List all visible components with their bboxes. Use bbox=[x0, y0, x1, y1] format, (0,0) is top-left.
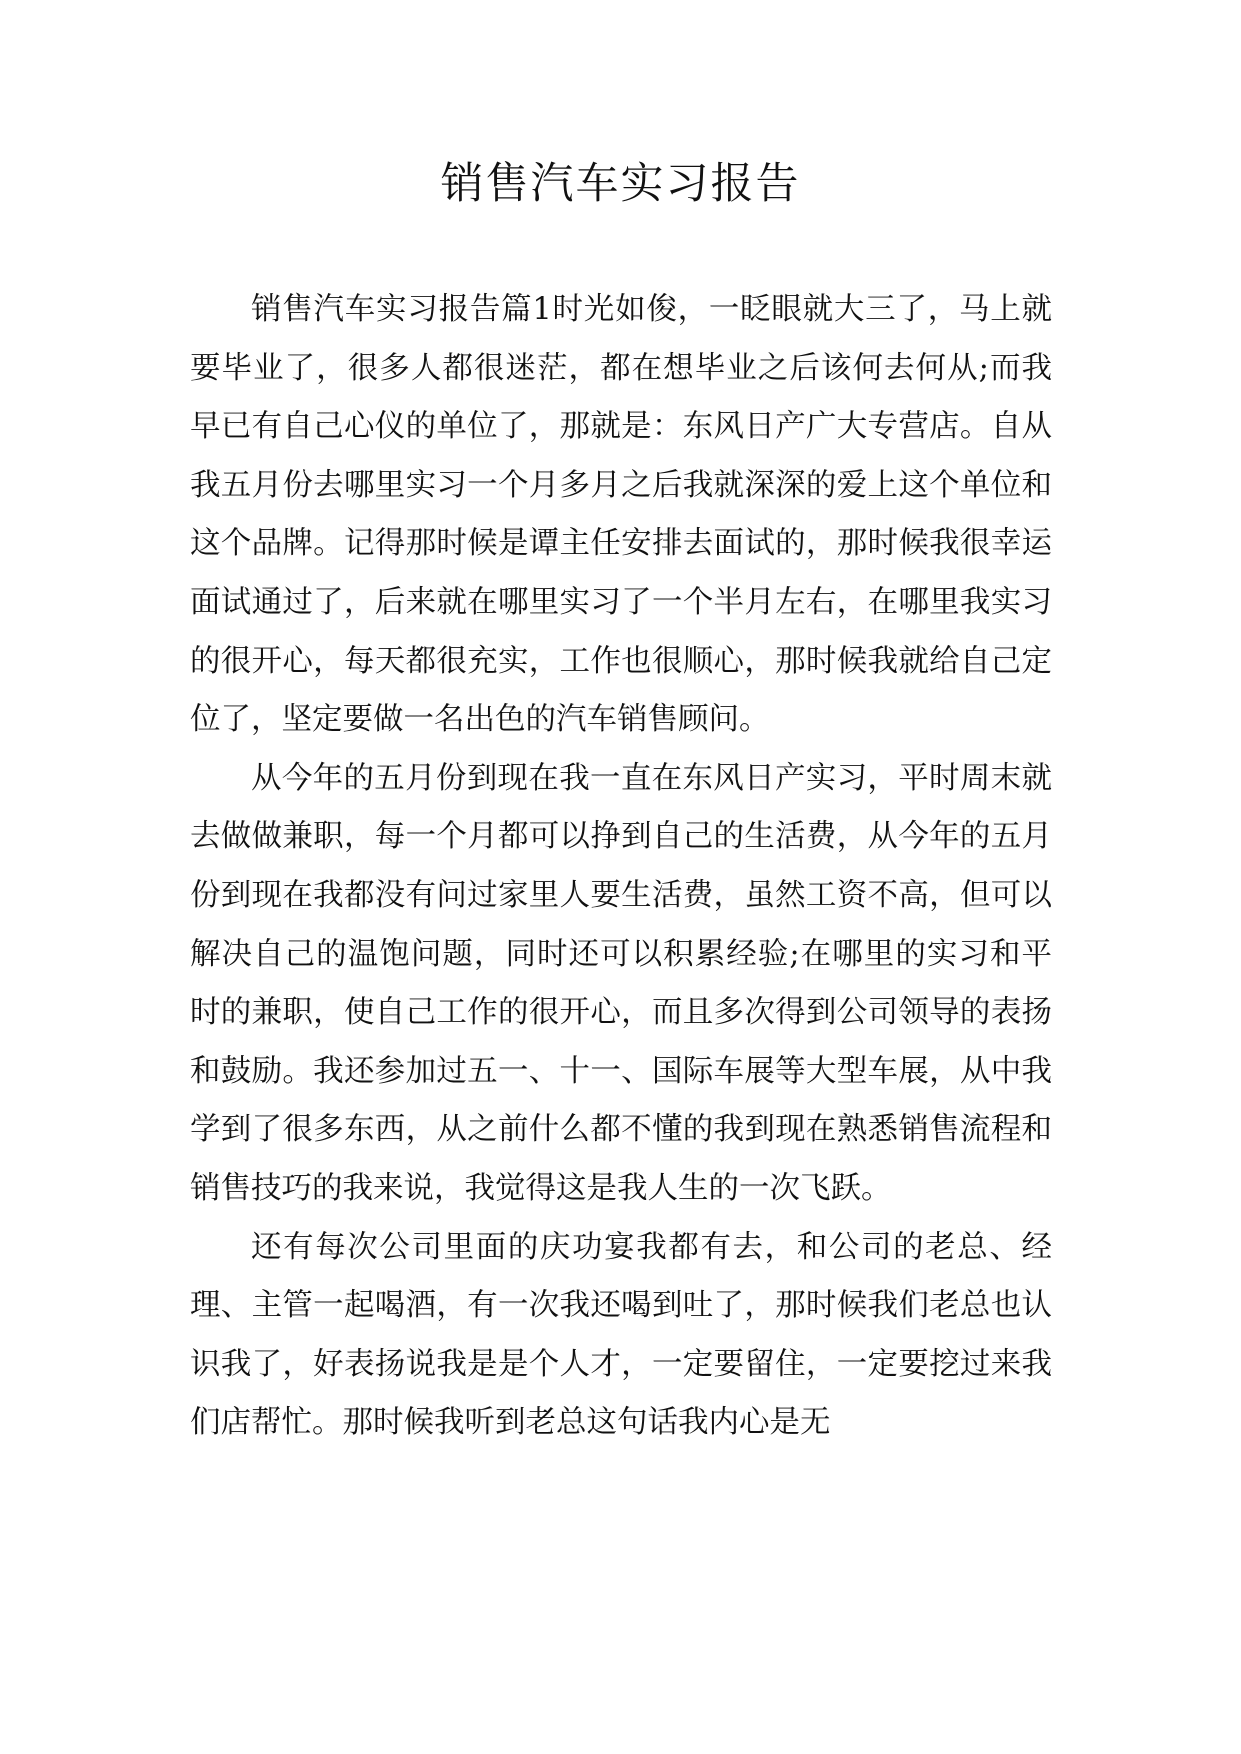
paragraph-2: 从今年的五月份到现在我一直在东风日产实习，平时周末就去做做兼职，每一个月都可以挣到自己的生活费，从今年的五月份到现在我都没有问过家里人要生活费，虽然工资不高，但可以解决自己的温饱问题，同时还可以积累经验;在哪里的实习和平时的兼职，使自己工作的很开心，而且多次得到公司领导的表扬和鼓励。我还参加过五一、十一、国际车展等大型车展，从中我学到了很多东西，从之前什么都不懂的我到现在熟悉销售流程和销售技巧的我来说，我觉得这是我人生的一次飞跃。 bbox=[190, 760, 1052, 1206]
document-title: 销售汽车实习报告 bbox=[440, 159, 801, 209]
paragraph-3: 还有每次公司里面的庆功宴我都有去，和公司的老总、经理、主管一起喝酒，有一次我还喝到吐了，那时候我们老总也认识我了，好表扬说我是是个人才，一定要留住，一定要挖过来我们店帮忙。那时候我听到老总这句话我内心是无 bbox=[190, 1229, 1052, 1441]
paragraph-1: 销售汽车实习报告篇1时光如俊，一眨眼就大三了，马上就要毕业了，很多人都很迷茫，都在想毕业之后该何去何从;而我早已有自己心仪的单位了，那就是：东风日产广大专营店。自从我五月份去哪里实习一个月多月之后我就深深的爱上这个单位和这个品牌。记得那时候是谭主任安排去面试的，那时候我很幸运面试通过了，后来就在哪里实习了一个半月左右，在哪里我实习的很开心，每天都很充实，工作也很顺心，那时候我就给自己定位了，坚定要做一名出色的汽车销售顾问。 bbox=[190, 292, 1052, 738]
document-body bbox=[190, 281, 1052, 1453]
